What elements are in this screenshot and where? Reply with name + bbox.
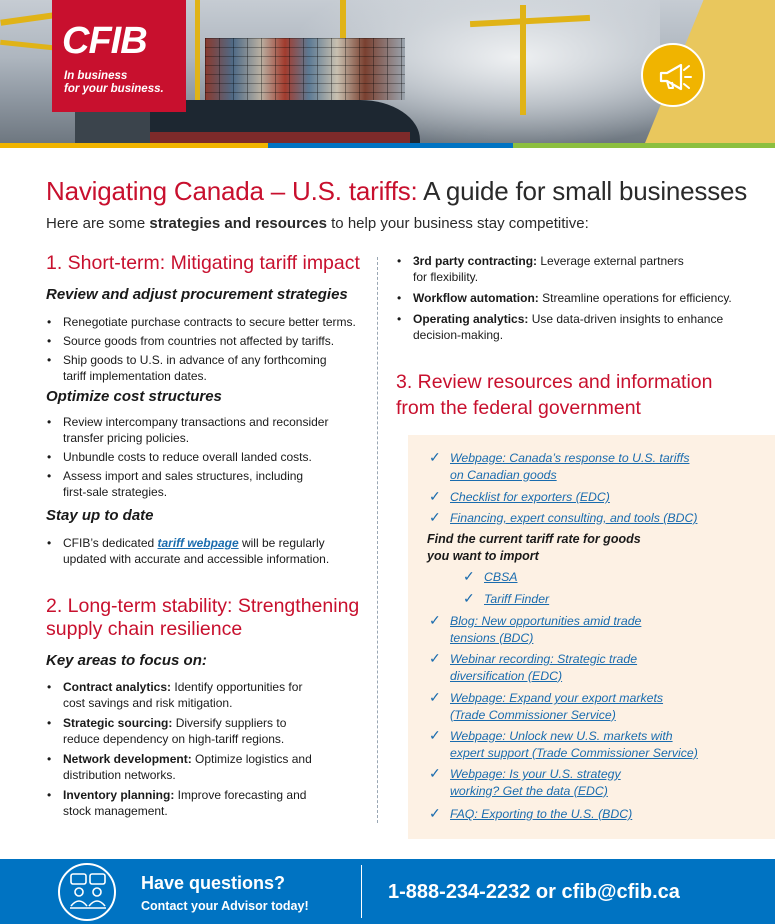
list-item bbox=[46, 468, 316, 500]
item-text: Optimize logistics and distribution networks. bbox=[63, 752, 312, 782]
checkmark-icon: ✓ bbox=[429, 727, 441, 743]
item-text: Review intercompany transactions and reconsider transfer pricing policies. bbox=[63, 415, 329, 445]
title-rest-part: A guide for small businesses bbox=[417, 176, 748, 206]
list-item bbox=[396, 253, 696, 285]
find-line1: Find the current tariff rate for goods bbox=[427, 532, 641, 546]
procurement-list bbox=[46, 314, 366, 387]
item-label: Operating analytics: bbox=[413, 312, 529, 326]
item-text: will be regularly updated with accurate and accessible information. bbox=[63, 536, 330, 566]
resource-text[interactable]: Checklist for exporters (EDC) bbox=[450, 490, 610, 504]
section3-heading bbox=[396, 369, 713, 421]
page-title bbox=[46, 176, 747, 207]
find-tariff-rate bbox=[427, 531, 641, 565]
intro-text bbox=[46, 215, 589, 232]
footer-divider bbox=[361, 865, 362, 918]
checkmark-icon: ✓ bbox=[429, 689, 441, 705]
list-item bbox=[46, 314, 366, 330]
footer-question: Have questions? bbox=[141, 873, 286, 893]
megaphone-icon bbox=[657, 61, 693, 93]
list-item bbox=[46, 333, 366, 349]
checkmark-icon: ✓ bbox=[429, 805, 441, 821]
ship-hull-stripe bbox=[150, 132, 410, 143]
resource-link[interactable] bbox=[429, 728, 729, 761]
container-stack bbox=[205, 38, 405, 100]
people-chat-icon bbox=[68, 872, 108, 914]
resource-text[interactable]: Financing, expert consulting, and tools (BDC) bbox=[450, 511, 698, 525]
list-item bbox=[46, 352, 336, 384]
uptodate-list bbox=[46, 535, 346, 570]
list-item bbox=[46, 787, 316, 819]
resource-link[interactable] bbox=[429, 690, 699, 723]
section3-heading-line2: from the federal government bbox=[396, 397, 641, 419]
resource-text[interactable]: Webinar recording: Strategic trade diversification (EDC) bbox=[450, 652, 638, 683]
item-text: Assess import and sales structures, including first-sale strategies. bbox=[63, 469, 304, 499]
logo-tagline bbox=[64, 70, 164, 96]
crane-leg bbox=[195, 0, 200, 110]
item-label: Inventory planning: bbox=[63, 788, 175, 802]
list-item bbox=[46, 679, 316, 711]
key-areas-list-right bbox=[396, 253, 736, 346]
item-text: Renegotiate purchase contracts to secure better terms. bbox=[63, 315, 356, 329]
resource-text[interactable]: FAQ: Exporting to the U.S. (BDC) bbox=[450, 807, 633, 821]
list-item bbox=[46, 715, 316, 747]
tariff-tool-text[interactable]: Tariff Finder bbox=[484, 592, 550, 606]
resource-link[interactable] bbox=[429, 613, 689, 646]
resource-text[interactable]: Blog: New opportunities amid trade tensions (BDC) bbox=[450, 614, 642, 645]
resource-link[interactable] bbox=[429, 450, 729, 483]
key-areas-title: Key areas to focus on: bbox=[46, 652, 207, 669]
find-line2: you want to import bbox=[427, 549, 539, 563]
tariff-tool-link[interactable] bbox=[463, 569, 663, 586]
section1-heading: 1. Short-term: Mitigating tariff impact bbox=[46, 252, 360, 274]
section2-heading-line1: 2. Long-term stability: Strengthening bbox=[46, 595, 360, 617]
section2-heading-line2: supply chain resilience bbox=[46, 618, 243, 640]
item-text: Improve forecasting and stock management. bbox=[63, 788, 307, 818]
checkmark-icon: ✓ bbox=[429, 488, 441, 504]
megaphone-badge bbox=[641, 43, 705, 107]
cfib-logo[interactable] bbox=[52, 0, 186, 112]
item-text: Unbundle costs to reduce overall landed costs. bbox=[63, 450, 312, 464]
item-text: Diversify suppliers to reduce dependency on high-tariff regions. bbox=[63, 716, 287, 746]
item-text: Use data-driven insights to enhance decision-making. bbox=[413, 312, 724, 342]
key-areas-list-left bbox=[46, 679, 316, 822]
resource-text[interactable]: Webpage: Expand your export markets (Trade Commissioner Service) bbox=[450, 691, 664, 722]
footer-contact[interactable]: 1-888-234-2232 or cfib@cfib.ca bbox=[388, 881, 680, 903]
footer-bar bbox=[0, 859, 775, 924]
intro-post: to help your business stay competitive: bbox=[326, 215, 589, 232]
resource-link[interactable] bbox=[429, 766, 689, 799]
resource-link[interactable] bbox=[429, 651, 689, 684]
title-red-part: Navigating Canada – U.S. tariffs: bbox=[46, 176, 418, 206]
logo-wordmark: CFIB bbox=[62, 20, 147, 62]
crane-leg bbox=[520, 5, 526, 115]
item-text: Identify opportunities for cost savings and risk mitigation. bbox=[63, 680, 303, 710]
tagline-line2: for your business. bbox=[64, 83, 164, 95]
checkmark-icon: ✓ bbox=[463, 590, 475, 606]
item-text: Leverage external partners for flexibility. bbox=[413, 254, 684, 284]
crane-leg bbox=[340, 0, 346, 40]
color-bar-blue bbox=[268, 143, 513, 148]
item-label: Contract analytics: bbox=[63, 680, 172, 694]
tariff-webpage-link[interactable]: tariff webpage bbox=[157, 536, 239, 550]
list-item bbox=[46, 414, 346, 446]
item-text: CFIB’s dedicated bbox=[63, 536, 158, 550]
column-divider bbox=[377, 257, 378, 823]
item-label: Network development: bbox=[63, 752, 192, 766]
resource-link[interactable] bbox=[429, 806, 689, 823]
tagline-line1: In business bbox=[64, 70, 128, 82]
group-procurement-title: Review and adjust procurement strategies bbox=[46, 286, 348, 303]
list-item bbox=[46, 751, 316, 783]
list-item bbox=[396, 290, 736, 306]
chat-people-icon bbox=[58, 863, 116, 921]
group-cost-title: Optimize cost structures bbox=[46, 388, 222, 405]
tariff-tool-link[interactable] bbox=[463, 591, 663, 608]
color-bar-gold bbox=[0, 143, 268, 148]
item-text: Source goods from countries not affected by tariffs. bbox=[63, 334, 335, 348]
list-item bbox=[46, 535, 346, 567]
color-bar-green bbox=[513, 143, 775, 148]
list-item bbox=[396, 311, 726, 343]
cost-list bbox=[46, 414, 346, 503]
checkmark-icon: ✓ bbox=[429, 612, 441, 628]
resource-text[interactable]: Webpage: Canada’s response to U.S. tariffs on Canadian goods bbox=[450, 451, 690, 482]
checkmark-icon: ✓ bbox=[429, 449, 441, 465]
checkmark-icon: ✓ bbox=[429, 650, 441, 666]
resource-text[interactable]: Webpage: Is your U.S. strategy working? Get the data (EDC) bbox=[450, 767, 621, 798]
checkmark-icon: ✓ bbox=[463, 568, 475, 584]
resource-link[interactable] bbox=[429, 510, 749, 527]
header-banner bbox=[0, 0, 775, 143]
item-text: Streamline operations for efficiency. bbox=[538, 291, 732, 305]
footer-cta: Contact your Advisor today! bbox=[141, 899, 309, 913]
resource-link[interactable] bbox=[429, 489, 749, 506]
resource-text[interactable]: Webpage: Unlock new U.S. markets with expert support (Trade Commissioner Service) bbox=[450, 729, 698, 760]
item-text: Ship goods to U.S. in advance of any forthcoming tariff implementation dates. bbox=[63, 353, 327, 383]
list-item bbox=[46, 449, 346, 465]
checkmark-icon: ✓ bbox=[429, 765, 441, 781]
item-label: Workflow automation: bbox=[413, 291, 539, 305]
group-uptodate-title: Stay up to date bbox=[46, 507, 154, 524]
intro-bold: strategies and resources bbox=[149, 215, 327, 232]
section2-heading bbox=[46, 595, 359, 641]
item-label: 3rd party contracting: bbox=[413, 254, 538, 268]
checkmark-icon: ✓ bbox=[429, 509, 441, 525]
intro-pre: Here are some bbox=[46, 215, 150, 232]
tariff-tool-text[interactable]: CBSA bbox=[484, 570, 518, 584]
section3-heading-line1: 3. Review resources and information bbox=[396, 371, 713, 393]
item-label: Strategic sourcing: bbox=[63, 716, 173, 730]
